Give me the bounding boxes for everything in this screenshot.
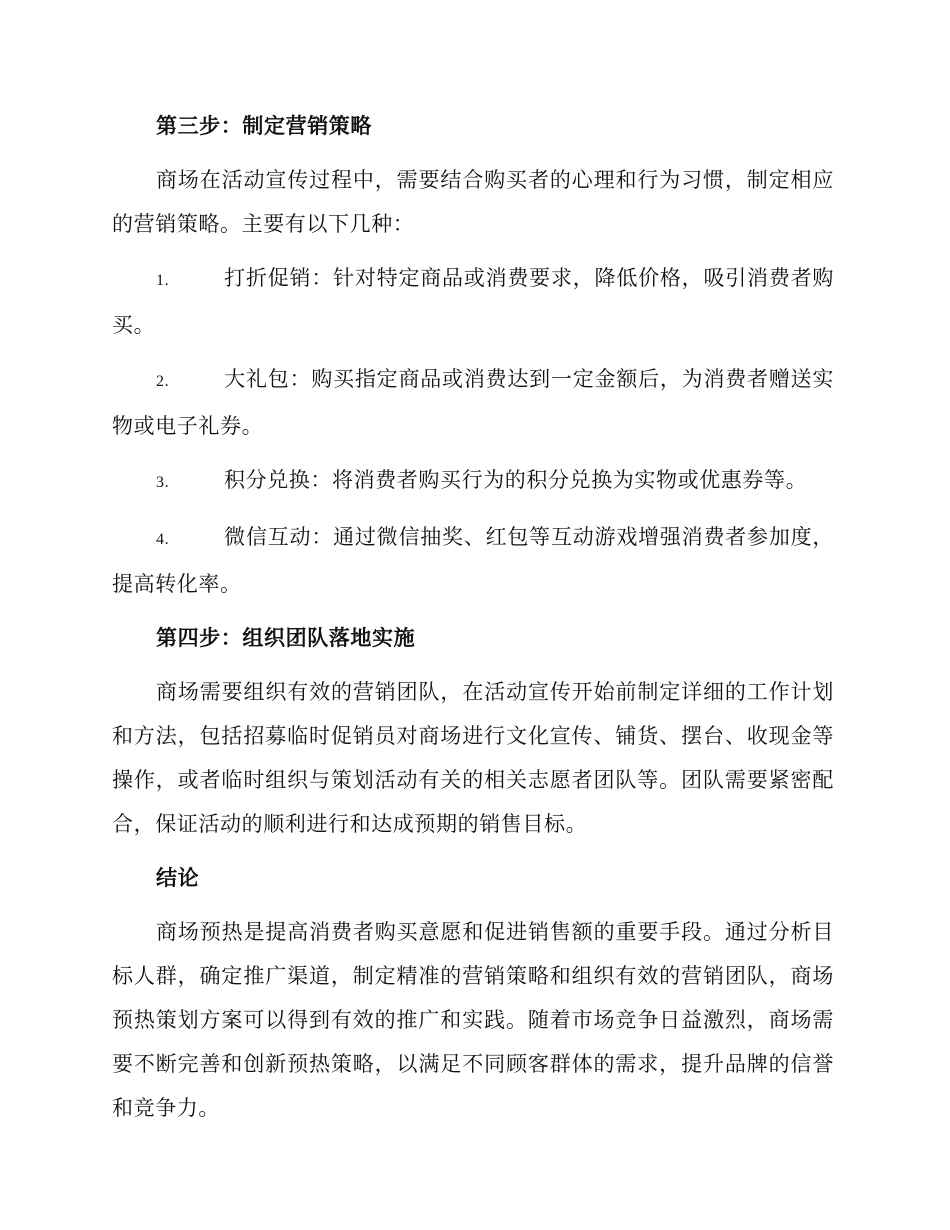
strategy-item-number: 4. [156,531,170,548]
strategy-item-3 [112,458,834,505]
strategy-item-number: 2. [156,373,170,390]
strategy-item-text: 积分兑换：将消费者购买行为的积分兑换为实物或优惠券等。 [224,468,808,492]
conclusion-heading: 结论 [156,865,200,890]
step4-heading: 第四步：组织团队落地实施 [156,625,416,650]
step3-intro: 商场在活动宣传过程中，需要结合购买者的心理和行为习惯，制定相应的营销策略。主要有以下几种： [112,168,834,236]
document-page [112,104,834,1130]
strategy-item-number: 1. [156,272,170,289]
strategy-item-2 [112,357,834,448]
step3-heading: 第三步：制定营销策略 [156,113,372,138]
strategy-item-text: 大礼包：购买指定商品或消费达到一定金额后，为消费者赠送实物或电子礼券。 [112,367,834,438]
strategy-item-1 [112,256,834,347]
strategy-item-text: 微信互动：通过微信抽奖、红包等互动游戏增强消费者参加度，提高转化率。 [112,525,834,596]
strategy-item-number: 3. [156,474,170,491]
conclusion-body: 商场预热是提高消费者购买意愿和促进销售额的重要手段。通过分析目标人群，确定推广渠道，制定精准的营销策略和组织有效的营销团队，商场预热策划方案可以得到有效的推广和实践。随着市场竞争日益激烈，商场需要不断完善和创新预热策略，以满足不同顾客群体的需求，提升品牌的信誉和竞争力。 [112,920,834,1120]
strategy-item-4 [112,515,834,606]
strategy-item-text: 打折促销：针对特定商品或消费要求，降低价格，吸引消费者购买。 [112,266,834,337]
step4-body: 商场需要组织有效的营销团队，在活动宣传开始前制定详细的工作计划和方法，包括招募临时促销员对商场进行文化宣传、铺货、摆台、收现金等操作，或者临时组织与策划活动有关的相关志愿者团队等。团队需要紧密配合，保证活动的顺利进行和达成预期的销售目标。 [112,680,834,836]
